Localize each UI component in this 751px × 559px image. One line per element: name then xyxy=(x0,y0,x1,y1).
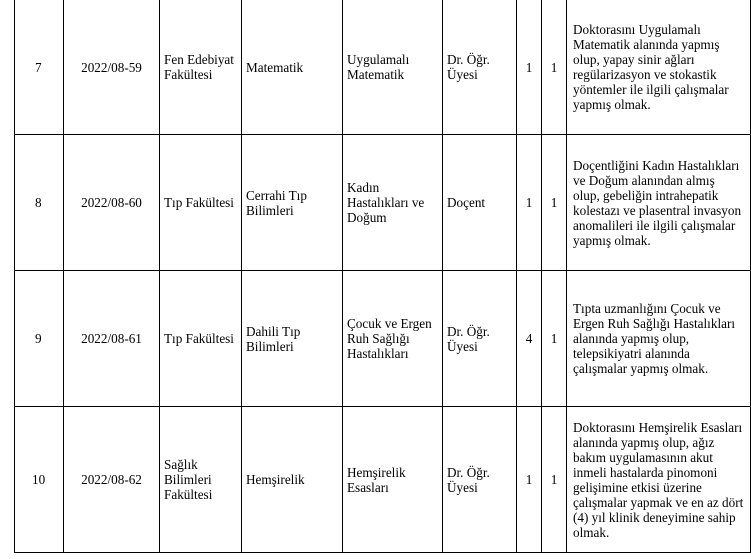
table-row xyxy=(15,407,751,553)
announcement-code: 2022/08-61 xyxy=(64,271,160,407)
row-number: 7 xyxy=(15,0,64,135)
count-2: 1 xyxy=(542,407,567,553)
academic-title: Dr. Öğr. Üyesi xyxy=(443,407,517,553)
count-1: 4 xyxy=(517,271,542,407)
department-name: Cerrahi Tıp Bilimleri xyxy=(242,135,343,271)
count-2: 1 xyxy=(542,135,567,271)
table-row xyxy=(15,0,751,135)
field-name: Çocuk ve Ergen Ruh Sağlığı Hastalıkları xyxy=(343,271,443,407)
count-2: 1 xyxy=(542,0,567,135)
row-number: 9 xyxy=(15,271,64,407)
faculty-name: Tıp Fakültesi xyxy=(160,271,242,407)
requirement-text: Doktorasını Uygulamalı Matematik alanında yapmış olup, yapay sinir ağları regülarizasyon ve stokastik yöntemler ile ilgili çalışmalar yapmış olmak. xyxy=(567,0,751,135)
faculty-name: Sağlık Bilimleri Fakültesi xyxy=(160,407,242,553)
department-name: Dahili Tıp Bilimleri xyxy=(242,271,343,407)
count-1: 1 xyxy=(517,407,542,553)
table-row xyxy=(15,135,751,271)
announcement-code: 2022/08-60 xyxy=(64,135,160,271)
requirement-text: Doktorasını Hemşirelik Esasları alanında yapmış olup, ağız bakım uygulamasının akut inmeli hastalarda pinomoni gelişimine etkisi üzerine çalışmalar yapmak ve en az dört (4) yıl klinik deneyimine sahip olmak. xyxy=(567,407,751,553)
field-name: Hemşirelik Esasları xyxy=(343,407,443,553)
requirement-text: Tıpta uzmanlığını Çocuk ve Ergen Ruh Sağlığı Hastalıkları alanında yapmış olup, telepsikiyatri alanında çalışmalar yapmış olmak. xyxy=(567,271,751,407)
academic-title: Doçent xyxy=(443,135,517,271)
department-name: Matematik xyxy=(242,0,343,135)
count-1: 1 xyxy=(517,135,542,271)
announcement-code: 2022/08-62 xyxy=(64,407,160,553)
position-table xyxy=(14,0,751,553)
faculty-name: Fen Edebiyat Fakültesi xyxy=(160,0,242,135)
table-row xyxy=(15,271,751,407)
count-2: 1 xyxy=(542,271,567,407)
academic-title: Dr. Öğr. Üyesi xyxy=(443,271,517,407)
row-number: 8 xyxy=(15,135,64,271)
requirement-text: Doçentliğini Kadın Hastalıkları ve Doğum alanından almış olup, gebeliğin intrahepatik kolestazı ve plasentral invasyon anomalileri ile ilgili çalışmalar yapmış olmak. xyxy=(567,135,751,271)
announcement-code: 2022/08-59 xyxy=(64,0,160,135)
field-name: Uygulamalı Matematik xyxy=(343,0,443,135)
department-name: Hemşirelik xyxy=(242,407,343,553)
faculty-name: Tıp Fakültesi xyxy=(160,135,242,271)
row-number: 10 xyxy=(15,407,64,553)
count-1: 1 xyxy=(517,0,542,135)
field-name: Kadın Hastalıkları ve Doğum xyxy=(343,135,443,271)
academic-title: Dr. Öğr. Üyesi xyxy=(443,0,517,135)
